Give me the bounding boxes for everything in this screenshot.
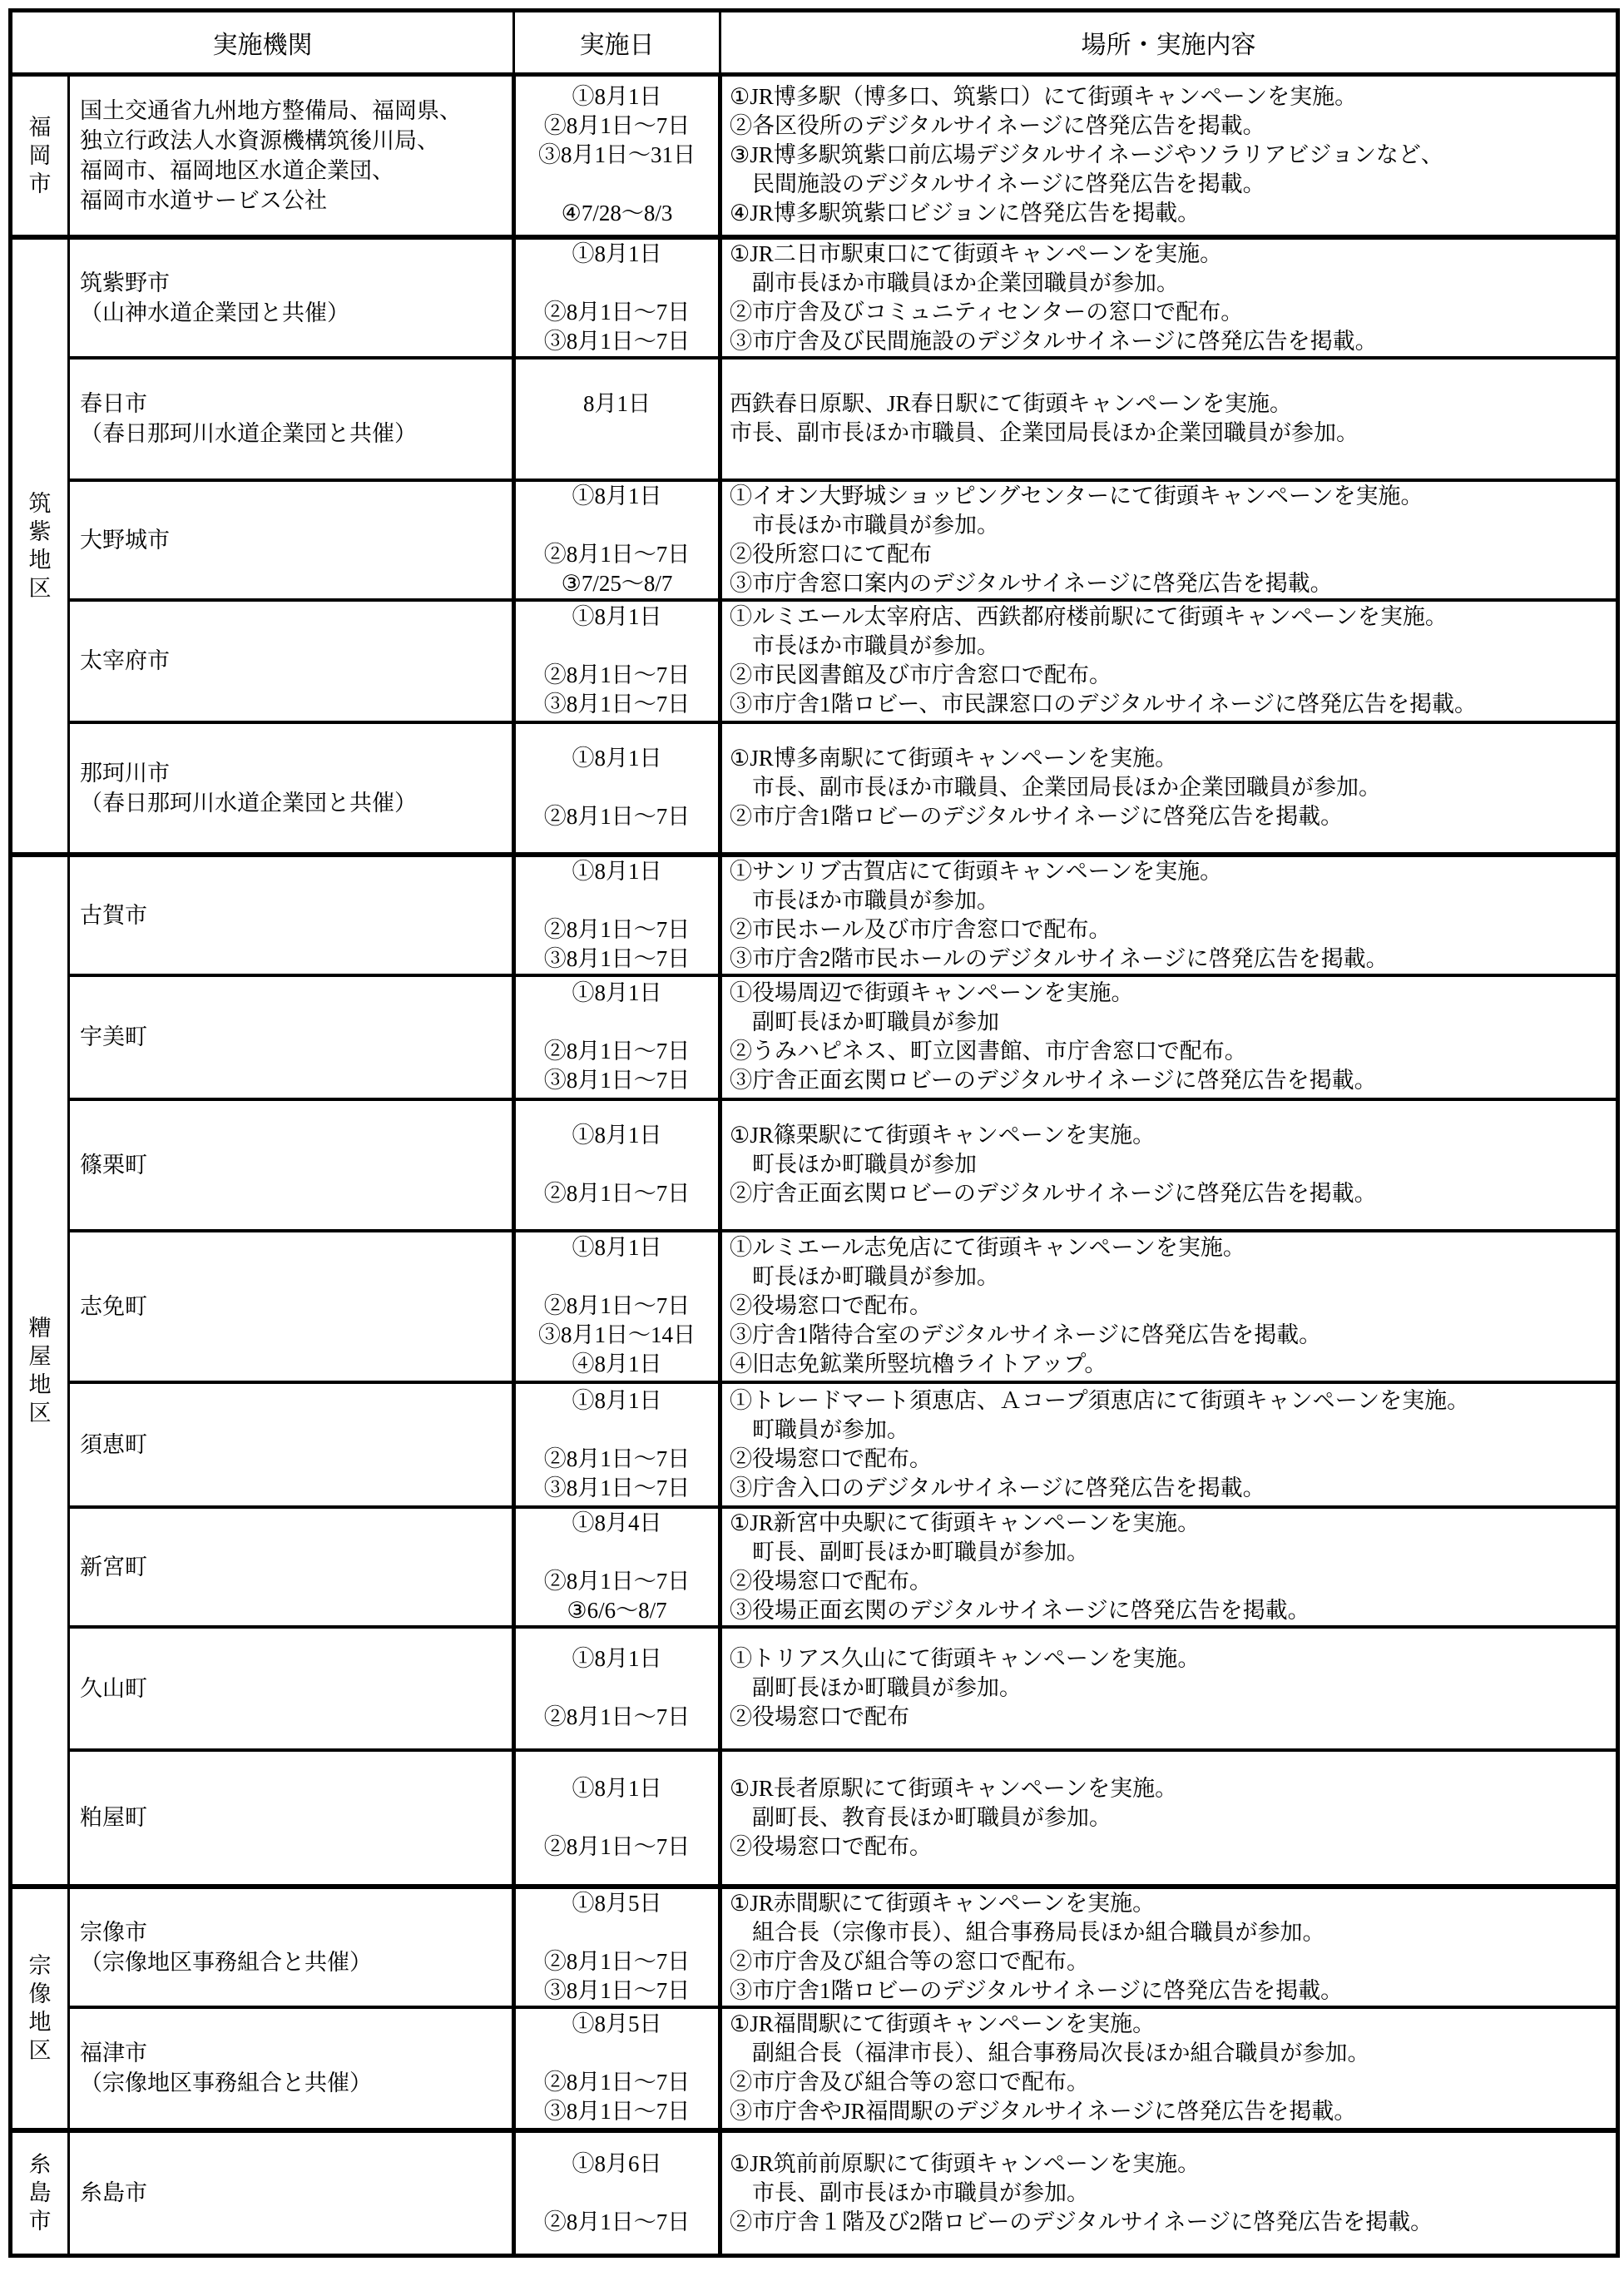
group-vertical-label <box>12 115 67 196</box>
date-line: ③6/6～8/7 <box>567 1597 667 1623</box>
content-cell <box>720 722 1618 855</box>
date-line: ④7/28～8/3 <box>561 201 673 226</box>
date-line: ①8月1日 <box>572 746 662 771</box>
date-line: ①8月5日 <box>572 1890 662 1916</box>
date-cell <box>514 1231 720 1382</box>
content-line: ②役所窓口にて配布 <box>730 541 932 567</box>
organization-line: 久山町 <box>80 1675 147 1701</box>
group-vertical-label <box>12 1953 67 2063</box>
group-cell <box>11 1887 69 2130</box>
date-line: ①8月4日 <box>572 1510 662 1535</box>
group-label-char: 宗 <box>28 1953 52 1978</box>
organization-line: 太宰府市 <box>80 648 170 673</box>
content-line: 市長、副市長ほか市職員が参加。 <box>730 2179 1089 2205</box>
date-line <box>516 1918 718 1947</box>
org-cell <box>69 600 514 722</box>
table-row <box>11 1382 1618 1507</box>
organization-line: 春日市 <box>80 391 147 416</box>
org-cell <box>69 237 514 358</box>
date-line: ①8月1日 <box>572 1387 662 1413</box>
organization-line: 古賀市 <box>80 902 147 928</box>
content-cell <box>720 1887 1618 2007</box>
organization-line: （春日那珂川水道企業団と共催） <box>80 790 417 816</box>
date-cell <box>514 480 720 600</box>
content-line: ②市庁舎及び組合等の窓口で配布。 <box>730 2070 1089 2095</box>
date-line <box>516 886 718 915</box>
header-date: 実施日 <box>514 11 720 75</box>
date-line <box>516 632 718 661</box>
content-cell <box>720 1382 1618 1507</box>
group-label-char: 市 <box>28 171 52 196</box>
org-cell <box>69 1507 514 1627</box>
table-row <box>11 1627 1618 1750</box>
content-line: 町長、副町長ほか町職員が参加。 <box>730 1539 1089 1565</box>
date-line: ①8月1日 <box>572 483 662 508</box>
organization-line: 国土交通省九州地方整備局、福岡県、 <box>80 97 462 123</box>
date-line <box>516 1538 718 1567</box>
date-cell <box>514 1099 720 1231</box>
date-cell <box>514 1887 720 2007</box>
organization-line: （山神水道企業団と共催） <box>80 300 349 325</box>
org-cell <box>69 722 514 855</box>
table-row <box>11 358 1618 480</box>
org-cell <box>69 855 514 975</box>
table-header-row <box>11 11 1618 75</box>
content-line: ①ルミエール太宰府店、西鉄都府楼前駅にて街頭キャンペーンを実施。 <box>730 604 1448 629</box>
table-row <box>11 855 1618 975</box>
content-line: 町職員が参加。 <box>730 1416 909 1442</box>
date-line: ②8月1日～7日 <box>543 1948 691 1974</box>
org-cell <box>69 2130 514 2256</box>
date-cell <box>514 975 720 1099</box>
group-label-char: 屋 <box>28 1343 52 1369</box>
org-cell <box>69 358 514 480</box>
organization-line: 那珂川市 <box>80 760 170 786</box>
group-label-char: 地 <box>28 547 52 573</box>
content-line: 市長ほか市職員が参加。 <box>730 633 999 658</box>
date-line: ③8月1日～7日 <box>543 1068 691 1093</box>
table-row <box>11 75 1618 237</box>
group-label-char: 地 <box>28 2010 52 2035</box>
organization-line: 宇美町 <box>80 1024 147 1049</box>
content-line: ②役場窓口で配布。 <box>730 1446 932 1471</box>
date-line <box>516 1803 718 1832</box>
organization-line: 福岡市、福岡地区水道企業団、 <box>80 157 394 183</box>
content-line: ③市庁舎2階市民ホールのデジタルサイネージに啓発広告を掲載。 <box>730 945 1389 971</box>
date-line <box>516 2179 718 2208</box>
content-line: ①イオン大野城ショッピングセンターにて街頭キャンペーンを実施。 <box>730 483 1423 508</box>
date-line <box>516 511 718 540</box>
date-line: ②8月1日～7日 <box>543 541 691 567</box>
content-line: ③市庁舎1階ロビー、市民課窓口のデジタルサイネージに啓発広告を掲載。 <box>730 692 1478 717</box>
group-vertical-label <box>12 1316 67 1426</box>
content-line: ③庁舎入口のデジタルサイネージに啓発広告を掲載。 <box>730 1475 1265 1500</box>
content-line: 組合長（宗像市長）、組合事務局長ほか組合職員が参加。 <box>730 1919 1325 1945</box>
content-line: ②うみハピネス、町立図書館、市庁舎窓口で配布。 <box>730 1039 1247 1064</box>
content-line: ②役場窓口で配布。 <box>730 1833 932 1859</box>
group-label-char: 糟 <box>28 1315 52 1341</box>
group-label-char: 地 <box>28 1371 52 1397</box>
date-line <box>516 1416 718 1445</box>
date-cell <box>514 2130 720 2256</box>
date-line: ③8月1日～7日 <box>543 328 691 354</box>
content-line: 町長ほか町職員が参加。 <box>730 1264 999 1289</box>
date-line: ①8月1日 <box>572 1123 662 1148</box>
content-cell <box>720 855 1618 975</box>
content-line: ①JR筑前前原駅にて街頭キャンペーンを実施。 <box>730 2150 1201 2176</box>
table-row <box>11 1099 1618 1231</box>
date-line: ①8月1日 <box>572 858 662 884</box>
organization-line: （春日那珂川水道企業団と共催） <box>80 421 417 446</box>
date-line <box>516 1674 718 1703</box>
content-cell <box>720 358 1618 480</box>
content-line: ②各区役所のデジタルサイネージに啓発広告を掲載。 <box>730 113 1265 139</box>
date-line: ②8月1日～7日 <box>543 1704 691 1729</box>
content-line: ①JR博多南駅にて街頭キャンペーンを実施。 <box>730 746 1178 771</box>
table-row <box>11 1887 1618 2007</box>
group-cell <box>11 237 69 855</box>
content-line: ③市庁舎1階ロビーのデジタルサイネージに啓発広告を掲載。 <box>730 1977 1344 2003</box>
date-line: ①8月1日 <box>572 980 662 1005</box>
content-line: ②役場窓口で配布。 <box>730 1293 932 1318</box>
content-cell <box>720 2130 1618 2256</box>
content-cell <box>720 1231 1618 1382</box>
content-line: 市長ほか市職員が参加。 <box>730 512 999 538</box>
org-cell <box>69 75 514 237</box>
date-line: ②8月1日～7日 <box>543 1293 691 1318</box>
group-label-char: 福 <box>28 114 52 140</box>
content-line: ①役場周辺で街頭キャンペーンを実施。 <box>730 980 1134 1005</box>
date-line <box>516 2039 718 2068</box>
content-line: ①JR赤間駅にて街頭キャンペーンを実施。 <box>730 1890 1156 1916</box>
date-cell <box>514 75 720 237</box>
content-line: ①サンリブ古賀店にて街頭キャンペーンを実施。 <box>730 858 1223 884</box>
date-line: ①8月1日 <box>572 1646 662 1671</box>
date-line: ①8月6日 <box>572 2150 662 2176</box>
date-line: ②8月1日～7日 <box>543 662 691 687</box>
organization-line: （宗像地区事務組合と共催） <box>80 1949 372 1975</box>
content-line: ②庁舎正面玄関ロビーのデジタルサイネージに啓発広告を掲載。 <box>730 1181 1377 1206</box>
content-line: 市長ほか市職員が参加。 <box>730 887 999 913</box>
date-cell <box>514 1627 720 1750</box>
date-line <box>516 170 718 199</box>
date-line: ①8月5日 <box>572 2011 662 2036</box>
date-line: ①8月1日 <box>572 84 662 110</box>
date-cell <box>514 722 720 855</box>
content-line: ③JR博多駅筑紫口前広場デジタルサイネージやソラリアビジョンなど、 <box>730 142 1443 168</box>
org-cell <box>69 1750 514 1887</box>
content-line: 市長、副市長ほか市職員、企業団局長ほか企業団職員が参加。 <box>730 775 1381 800</box>
org-cell <box>69 1099 514 1231</box>
date-line: ③8月1日～7日 <box>543 1475 691 1500</box>
organization-line: 新宮町 <box>80 1554 147 1579</box>
content-line: ③市庁舎及び民間施設のデジタルサイネージに啓発広告を掲載。 <box>730 328 1378 354</box>
organization-line: 筑紫野市 <box>80 270 170 295</box>
table-row <box>11 1507 1618 1627</box>
content-line: 西鉄春日原駅、JR春日駅にて街頭キャンペーンを実施。 <box>730 391 1292 416</box>
org-cell <box>69 480 514 600</box>
content-line: ②市民ホール及び市庁舎窓口で配布。 <box>730 916 1112 942</box>
content-cell <box>720 600 1618 722</box>
content-line: 副組合長（福津市長）、組合事務局次長ほか組合職員が参加。 <box>730 2041 1370 2065</box>
organization-line: 福岡市水道サービス公社 <box>80 187 327 213</box>
org-cell <box>69 1627 514 1750</box>
group-label-char: 糸 <box>28 2152 52 2178</box>
table-row <box>11 237 1618 358</box>
group-label-char: 紫 <box>28 518 52 544</box>
content-cell <box>720 1627 1618 1750</box>
organization-line: 糸島市 <box>80 2180 147 2206</box>
table-row <box>11 600 1618 722</box>
group-cell <box>11 75 69 237</box>
date-line: ②8月1日～7日 <box>543 804 691 829</box>
content-line: ②市庁舎及びコミュニティセンターの窓口で配布。 <box>730 299 1244 325</box>
date-line: ③8月1日～7日 <box>543 1977 691 2003</box>
date-cell <box>514 1507 720 1627</box>
content-line: ①ルミエール志免店にて街頭キャンペーンを実施。 <box>730 1235 1245 1260</box>
date-line: ②8月1日～7日 <box>543 1833 691 1859</box>
group-label-char: 岡 <box>28 142 52 168</box>
table-row <box>11 2130 1618 2256</box>
date-line: ②8月1日～7日 <box>543 1039 691 1064</box>
date-cell <box>514 237 720 358</box>
header-content: 場所・実施内容 <box>720 11 1618 75</box>
date-line: ②8月1日～7日 <box>543 113 691 139</box>
date-line: ③8月1日～14日 <box>538 1322 696 1347</box>
group-label-char: 像 <box>28 1981 52 2006</box>
group-label-char: 筑 <box>28 490 52 516</box>
header-org: 実施機関 <box>11 11 514 75</box>
content-line: 副町長ほか町職員が参加。 <box>730 1675 1022 1700</box>
content-line: ③庁舎正面玄関ロビーのデジタルサイネージに啓発広告を掲載。 <box>730 1068 1377 1093</box>
group-vertical-label <box>12 2152 67 2234</box>
date-line: ②8月1日～7日 <box>543 299 691 325</box>
content-line: ④JR博多駅筑紫口ビジョンに啓発広告を掲載。 <box>730 201 1201 226</box>
group-label-char: 市 <box>28 2209 52 2234</box>
content-line: ①JR新宮中央駅にて街頭キャンペーンを実施。 <box>730 1510 1201 1535</box>
org-cell <box>69 2007 514 2130</box>
content-line: ①トレードマート須恵店、Ａコープ須恵店にて街頭キャンペーンを実施。 <box>730 1387 1470 1413</box>
org-cell <box>69 1887 514 2007</box>
org-cell <box>69 1231 514 1382</box>
date-line: ③7/25～8/7 <box>561 570 673 596</box>
group-cell <box>11 2130 69 2256</box>
organization-line: 福津市 <box>80 2041 147 2065</box>
organization-line: 大野城市 <box>80 527 170 553</box>
content-line: ②役場窓口で配布。 <box>730 1568 932 1594</box>
content-cell <box>720 75 1618 237</box>
content-line: ③市庁舎窓口案内のデジタルサイネージに啓発広告を掲載。 <box>730 570 1333 596</box>
date-line: ①8月1日 <box>572 1235 662 1260</box>
content-cell <box>720 1099 1618 1231</box>
content-line: ②市庁舎1階ロビーのデジタルサイネージに啓発広告を掲載。 <box>730 804 1344 829</box>
date-line: 8月1日 <box>583 391 651 416</box>
content-cell <box>720 237 1618 358</box>
date-line <box>516 1150 718 1179</box>
organization-line: 須恵町 <box>80 1431 147 1457</box>
content-line: ②市庁舎１階及び2階ロビーのデジタルサイネージに啓発広告を掲載。 <box>730 2209 1433 2234</box>
group-vertical-label <box>12 491 67 601</box>
content-line: ③庁舎1階待合室のデジタルサイネージに啓発広告を掲載。 <box>730 1322 1322 1347</box>
table-row <box>11 975 1618 1099</box>
date-line <box>516 1008 718 1037</box>
date-line: ②8月1日～7日 <box>543 1181 691 1206</box>
date-line: ②8月1日～7日 <box>543 1568 691 1594</box>
date-line <box>516 1262 718 1292</box>
content-line: ①JR篠栗駅にて街頭キャンペーンを実施。 <box>730 1123 1156 1148</box>
group-cell <box>11 855 69 1887</box>
content-line: ④旧志免鉱業所竪坑櫓ライトアップ。 <box>730 1351 1107 1376</box>
date-line: ①8月1日 <box>572 604 662 629</box>
table-row <box>11 1231 1618 1382</box>
date-line: ①8月1日 <box>572 241 662 266</box>
content-line: 副町長ほか町職員が参加 <box>730 1009 999 1034</box>
table-row <box>11 480 1618 600</box>
content-line: ①JR福間駅にて街頭キャンペーンを実施。 <box>730 2011 1156 2036</box>
date-line: ③8月1日～7日 <box>543 692 691 717</box>
org-cell <box>69 975 514 1099</box>
date-cell <box>514 358 720 480</box>
group-label-char: 区 <box>28 1400 52 1426</box>
date-cell <box>514 1750 720 1887</box>
content-line: ①JR長者原駅にて街頭キャンペーンを実施。 <box>730 1775 1178 1801</box>
campaign-table <box>8 8 1620 2258</box>
date-cell <box>514 855 720 975</box>
date-line: ①8月1日 <box>572 1775 662 1801</box>
content-line: ①トリアス久山にて街頭キャンペーンを実施。 <box>730 1646 1201 1671</box>
date-line: ②8月1日～7日 <box>543 2070 691 2095</box>
date-line: ②8月1日～7日 <box>543 2209 691 2234</box>
table-row <box>11 722 1618 855</box>
date-line <box>516 269 718 298</box>
content-line: ②役場窓口で配布 <box>730 1704 909 1729</box>
organization-line: 篠栗町 <box>80 1152 147 1178</box>
table-row <box>11 2007 1618 2130</box>
content-cell <box>720 975 1618 1099</box>
content-line: 副町長、教育長ほか町職員が参加。 <box>730 1804 1112 1830</box>
org-cell <box>69 1382 514 1507</box>
content-cell <box>720 2007 1618 2130</box>
content-cell <box>720 1507 1618 1627</box>
group-label-char: 区 <box>28 575 52 601</box>
organization-line: 粕屋町 <box>80 1805 147 1830</box>
content-line: ③市庁舎やJR福間駅のデジタルサイネージに啓発広告を掲載。 <box>730 2099 1357 2124</box>
organization-line: 独立行政法人水資源機構筑後川局、 <box>80 127 439 153</box>
content-line: 町長ほか町職員が参加 <box>730 1152 977 1177</box>
date-cell <box>514 2007 720 2130</box>
content-cell <box>720 1750 1618 1887</box>
organization-line: （宗像地区事務組合と共催） <box>80 2070 372 2095</box>
date-cell <box>514 1382 720 1507</box>
organization-line: 志免町 <box>80 1293 147 1319</box>
content-line: ②市民図書館及び市庁舎窓口で配布。 <box>730 662 1112 687</box>
content-line: ①JR二日市駅東口にて街頭キャンペーンを実施。 <box>730 241 1223 266</box>
content-line: 市長、副市長ほか市職員、企業団局長ほか企業団職員が参加。 <box>730 420 1359 445</box>
date-line: ②8月1日～7日 <box>543 1446 691 1471</box>
table-row <box>11 1750 1618 1887</box>
content-line: ②市庁舎及び組合等の窓口で配布。 <box>730 1948 1089 1974</box>
content-line: ①JR博多駅（博多口、筑紫口）にて街頭キャンペーンを実施。 <box>730 84 1358 110</box>
date-line: ②8月1日～7日 <box>543 916 691 942</box>
date-cell <box>514 600 720 722</box>
organization-line: 宗像市 <box>80 1919 147 1945</box>
content-cell <box>720 480 1618 600</box>
date-line: ③8月1日～7日 <box>543 945 691 971</box>
content-line: 副市長ほか市職員ほか企業団職員が参加。 <box>730 270 1179 295</box>
content-line: ③役場正面玄関のデジタルサイネージに啓発広告を掲載。 <box>730 1597 1310 1623</box>
date-line: ③8月1日～31日 <box>538 142 696 168</box>
group-label-char: 島 <box>28 2180 52 2206</box>
group-label-char: 区 <box>28 2038 52 2063</box>
date-line <box>516 419 718 448</box>
date-line <box>516 773 718 802</box>
date-line: ③8月1日～7日 <box>543 2099 691 2124</box>
content-line: 民間施設のデジタルサイネージに啓発広告を掲載。 <box>730 171 1265 197</box>
date-line: ④8月1日 <box>572 1351 662 1376</box>
